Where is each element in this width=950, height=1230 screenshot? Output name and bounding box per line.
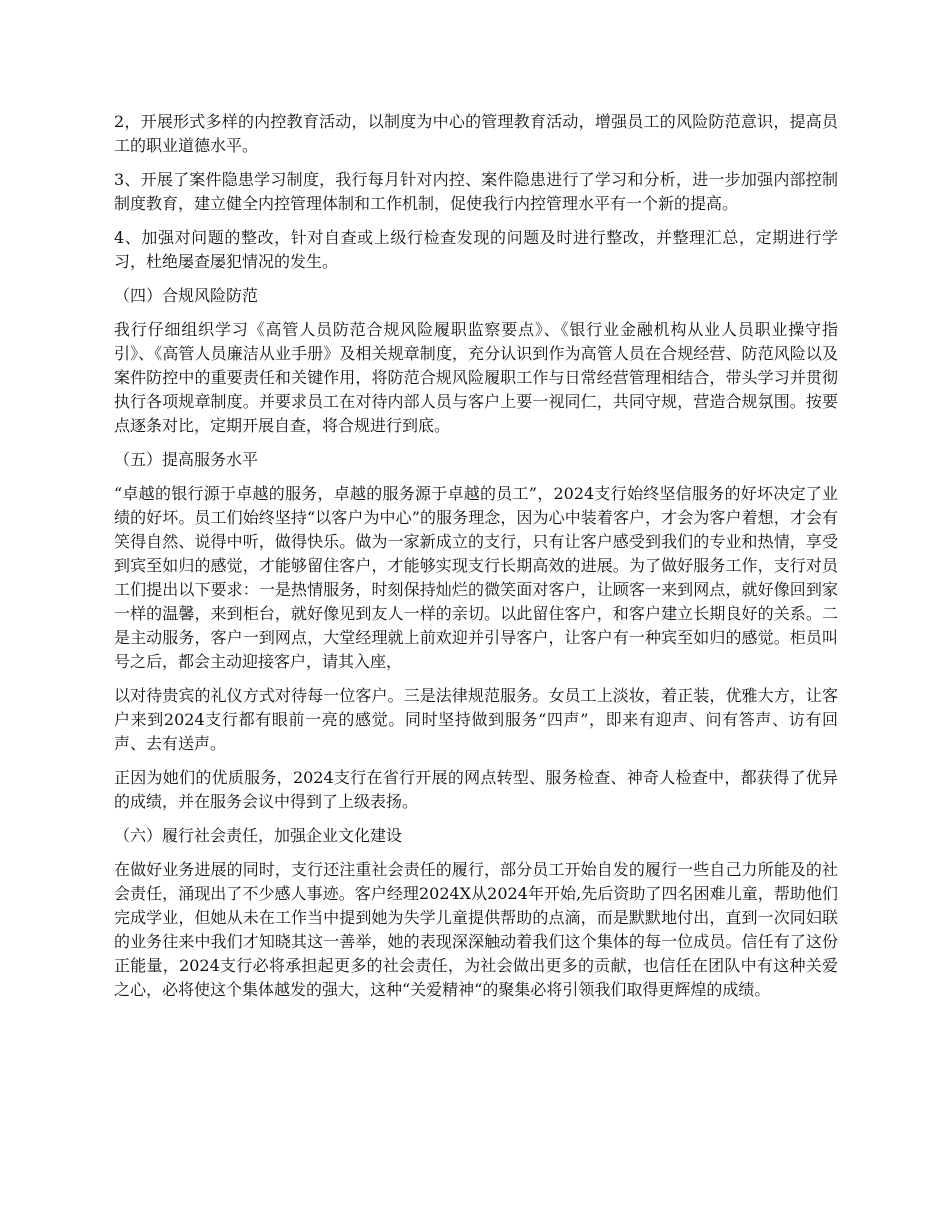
paragraph-compliance: 我行仔细组织学习《高管人员防范合规风险履职监察要点》、《银行业金融机构从业人员职业操守指引》、《高管人员廉洁从业手册》及相关规章制度，充分认识到作为高管人员在合规经营、防范风险以及案件防控中的重要责任和关键作用，将防范合规风险履职工作与日常经营管理相结合，带头学习并贯彻执行各项规章制度。并要求员工在对待内部人员与客户上要一视同仁，共同守规，营造合规氛围。按要点逐条对比，定期开展自查，将合规进行到底。 bbox=[114, 320, 838, 435]
section-heading-compliance: （四）合规风险防范 bbox=[114, 286, 259, 305]
paragraph-service-continued: 以对待贵宾的礼仪方式对待每一位客户。三是法律规范服务。女员工上淡妆，着正装，优雅大方，让客户来到2024支行都有眼前一亮的感觉。同时坚持做到服务“四声”，即来有迎声、问有答声、访有回声、去有送声。 bbox=[114, 686, 838, 753]
paragraph-item-3: 3、开展了案件隐患学习制度，我行每月针对内控、案件隐患进行了学习和分析，进一步加强内部控制制度教育，建立健全内控管理体制和工作机制，促使我行内控管理水平有一个新的提高。 bbox=[114, 170, 838, 213]
section-heading-service: （五）提高服务水平 bbox=[114, 450, 259, 469]
paragraph-service-results: 正因为她们的优质服务，2024支行在省行开展的网点转型、服务检查、神奇人检查中，都获得了优异的成绩，并在服务会议中得到了上级表扬。 bbox=[114, 768, 838, 811]
paragraph-service: “卓越的银行源于卓越的服务，卓越的服务源于卓越的员工”，2024支行始终坚信服务的好坏决定了业绩的好坏。员工们始终坚持“以客户为中心”的服务理念，因为心中装着客户，才会为客户着想，才会有笑得自然、说得中听，做得快乐。做为一家新成立的支行，只有让客户感受到我们的专业和热情，享受到宾至如归的感觉，才能够留住客户，才能够实现支行长期高效的进展。为了做好服务工作，支行对员工们提出以下要求：一是热情服务，时刻保持灿烂的微笑面对客户，让顾客一来到网点，就好像回到家一样的温馨，来到柜台，就好像见到友人一样的亲切。以此留住客户，和客户建立长期良好的关系。二是主动服务，客户一到网点，大堂经理就上前欢迎并引导客户，让客户有一种宾至如归的感觉。柜员叫号之后，都会主动迎接客户，请其入座， bbox=[114, 484, 838, 671]
document-page bbox=[114, 110, 838, 1012]
paragraph-item-4: 4、加强对问题的整改，针对自查或上级行检查发现的问题及时进行整改，并整理汇总，定期进行学习，杜绝屡查屡犯情况的发生。 bbox=[114, 228, 838, 271]
paragraph-social-responsibility: 在做好业务进展的同时，支行还注重社会责任的履行，部分员工开始自发的履行一些自己力所能及的社会责任，涌现出了不少感人事迹。客户经理2024X从2024年开始,先后资助了四名困难儿童，帮助他们完成学业，但她从未在工作当中提到她为失学儿童提供帮助的点滴，而是默默地付出，直到一次同妇联的业务往来中我们才知晓其这一善举，她的表现深深触动着我们这个集体的每一位成员。信任有了这份正能量，2024支行必将承担起更多的社会责任，为社会做出更多的贡献，也信任在团队中有这种关爱之心，必将使这个集体越发的强大，这种“关爱精神“的聚集必将引领我们取得更辉煌的成绩。 bbox=[114, 860, 838, 999]
section-heading-social-responsibility: （六）履行社会责任，加强企业文化建设 bbox=[114, 826, 403, 845]
paragraph-item-2: 2，开展形式多样的内控教育活动，以制度为中心的管理教育活动，增强员工的风险防范意识，提高员工的职业道德水平。 bbox=[114, 112, 838, 155]
